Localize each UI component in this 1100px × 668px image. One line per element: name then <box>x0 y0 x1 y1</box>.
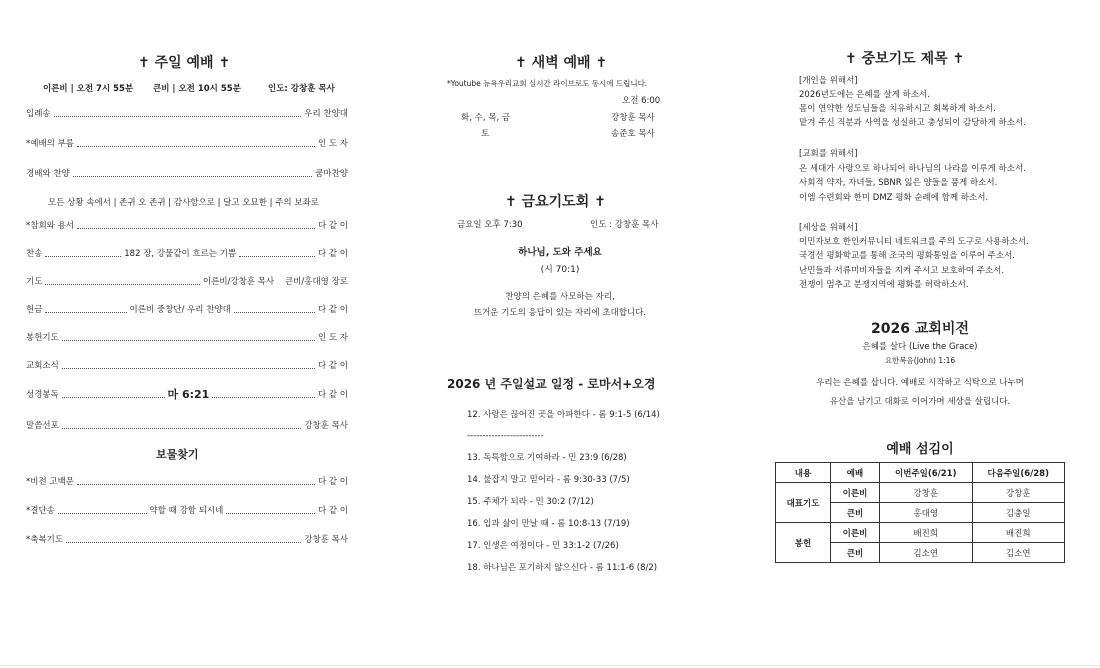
friday-verse-ref: (시 70:1) <box>540 265 580 275</box>
table-group: 대표기도 <box>776 483 831 523</box>
dawn-leader: 강창훈 목사 <box>611 113 655 123</box>
prayer-line: 국경선 평화학교를 통해 조국의 평화통일을 이루어 주소서. <box>799 251 1015 261</box>
table-header-row <box>776 463 1065 483</box>
prayer-section-head: [교회를 위해서] <box>799 149 858 159</box>
order-value: 다 같 이 <box>317 506 349 516</box>
sermon-item: 18. 하나님은 포기하지 않으신다 - 롬 11:1-6 (8/2) <box>467 563 658 573</box>
order-detail: 약할 때 강함 되시네 <box>149 506 224 516</box>
order-value: 다 같 이 <box>317 361 348 371</box>
table-row <box>776 483 1065 503</box>
prayer-line: 사회적 약자, 자녀들, SBNR 잃은 양들을 품게 하소서. <box>799 178 998 188</box>
order-item <box>26 532 348 546</box>
table-cell: 배진희 <box>972 523 1065 543</box>
order-label: 봉헌기도 <box>26 333 59 343</box>
sermon-item: 14. 불잡지 말고 믿어라 - 롬 9:30-33 (7/5) <box>467 475 630 485</box>
dawn-time: 오전 6:00 <box>622 96 661 106</box>
service-team-table <box>775 462 1065 563</box>
order-value: 강창훈 목사 <box>304 535 348 545</box>
prayer-line: 2026년도에는 은혜를 살게 하소서. <box>799 90 930 100</box>
order-value: 우리 찬양대 <box>304 109 348 119</box>
order-label: *참회와 용서 <box>26 221 75 231</box>
dawn-friday-column <box>435 0 685 668</box>
sermon-item: 16. 입과 삶이 만날 때 - 롬 10:8-13 (7/19) <box>467 519 630 529</box>
order-item <box>26 503 348 517</box>
order-item <box>26 330 348 344</box>
second-service-time: 큰비 | 오전 10시 55분 <box>153 84 241 94</box>
prayer-line: 맡겨 주신 직분과 사역을 성실하고 충성되이 감당하게 하소서. <box>799 118 1026 128</box>
dawn-worship-title: ✝ 새벽 예배 ✝ <box>515 55 608 71</box>
first-service-time: 이른비 | 오전 7시 55분 <box>43 84 134 94</box>
scan-edge-line <box>0 665 1100 666</box>
sermon-item: 15. 주체가 되라 - 민 30:2 (7/12) <box>467 497 594 507</box>
friday-time: 금요일 오후 7:30 <box>457 220 523 230</box>
order-value: 다 같 이 <box>317 305 348 315</box>
prayer-line: 온 세대가 사랑으로 하나되어 하나님의 나라를 이루게 하소서. <box>799 164 1026 174</box>
vision-title: 2026 교회비전 <box>871 321 969 337</box>
friday-invite-line1: 찬양의 은혜를 사모하는 자리, <box>505 292 615 302</box>
sunday-worship-column <box>18 0 348 668</box>
table-cell: 김소연 <box>972 543 1065 563</box>
order-value: 인 도 자 <box>317 333 348 343</box>
vision-text-line1: 우리는 은혜를 삽니다. 예배로 시작하고 식탁으로 나누며 <box>816 378 1024 388</box>
order-value: 이른비/강창훈 목사 큰비/홍대영 장로 <box>202 277 348 287</box>
table-cell: 큰비 <box>831 503 880 523</box>
treasure-title: 보물찾기 <box>156 448 199 461</box>
prayer-line: 이민자보호 한인커뮤니티 네트워크를 주의 도구로 사용하소서. <box>799 237 1029 247</box>
order-detail: 마 6:21 <box>167 388 210 401</box>
table-cell: 강창훈 <box>880 483 973 503</box>
order-item <box>26 302 348 316</box>
table-cell: 홍대영 <box>880 503 973 523</box>
order-item <box>26 387 348 401</box>
vision-text-line2: 유산을 남기고 대화로 이어가며 세상을 살립니다. <box>829 397 1011 407</box>
table-row <box>776 523 1065 543</box>
order-label: 기도 <box>26 277 43 287</box>
order-label: *예배의 부름 <box>26 139 75 149</box>
order-item <box>26 106 348 120</box>
friday-prayer-title: ✝ 금요기도회 ✝ <box>505 194 606 210</box>
prayer-section-head: [세상을 위해서] <box>799 223 858 233</box>
table-cell: 큰비 <box>831 543 880 563</box>
order-value: 쿰마찬양 <box>315 169 348 179</box>
order-item <box>26 418 348 432</box>
order-label: *결단송 <box>26 506 55 516</box>
order-value: 다 같 이 <box>317 390 349 400</box>
order-value: 다 같 이 <box>317 221 348 231</box>
prayer-line: 난민들과 서류미비자들을 지켜 주시고 보호하여 주소서. <box>799 266 1005 276</box>
order-item <box>26 474 348 488</box>
service-leader: 인도: 강창훈 목사 <box>268 84 335 94</box>
order-label: 경배와 찬양 <box>26 169 70 179</box>
order-label: 말씀선포 <box>26 421 59 431</box>
sermon-item: 12. 사랑은 끊어진 곳을 아파한다 - 롬 9:1-5 (6/14) <box>467 410 660 420</box>
table-header: 예배 <box>831 463 880 483</box>
order-label: 성경봉독 <box>26 390 59 400</box>
vision-reference: 요한복음(John) 1:16 <box>884 356 956 365</box>
table-group: 봉헌 <box>776 523 831 563</box>
table-cell: 이른비 <box>831 483 880 503</box>
order-detail: 182 장, 강물같이 흐르는 기쁨 <box>124 249 237 259</box>
friday-leader: 인도 : 강창훈 목사 <box>590 220 659 230</box>
table-cell: 배진희 <box>880 523 973 543</box>
dawn-youtube-note: *Youtube 뉴욕우리교회 실시간 라이브로도 동시에 드립니다. <box>447 79 648 88</box>
order-value: 인 도 자 <box>317 139 348 149</box>
prayer-line: 몸이 연약한 성도님들을 치유하시고 회복하게 하소서. <box>799 104 996 114</box>
prayer-line: 이엠 수련회와 한미 DMZ 평화 순례에 함께 하소서. <box>799 193 989 203</box>
intercession-title: ✝ 중보기도 제목 ✝ <box>845 51 965 67</box>
order-item <box>26 274 348 288</box>
praise-song-list: 모든 상황 속에서 | 존귀 오 존귀 | 감사함으로 | 달고 오묘한 | 주의 보좌로 <box>48 198 319 208</box>
table-cell: 이른비 <box>831 523 880 543</box>
order-value: 강창훈 목사 <box>304 421 348 431</box>
table-cell: 김충일 <box>972 503 1065 523</box>
table-cell: 김소연 <box>880 543 973 563</box>
order-label: 헌금 <box>26 305 43 315</box>
dawn-leader: 송준호 목사 <box>611 129 655 139</box>
order-item <box>26 166 348 180</box>
table-header: 다음주일(6/28) <box>972 463 1065 483</box>
dawn-days: 화, 수, 목, 금 <box>461 113 511 123</box>
sermon-item: 13. 독특함으로 기여하라 - 민 23:9 (6/28) <box>467 453 627 463</box>
sunday-worship-title: ✝ 주일 예배 ✝ <box>138 55 231 71</box>
prayer-line: 전쟁이 멈추고 분쟁지역에 평화를 허락하소서. <box>799 280 969 290</box>
dawn-days: 토 <box>481 129 490 139</box>
table-header: 내용 <box>776 463 831 483</box>
friday-invite-line2: 뜨거운 기도의 응답이 있는 자리에 초대합니다. <box>473 308 647 318</box>
table-header: 이번주일(6/21) <box>880 463 973 483</box>
order-item <box>26 358 348 372</box>
vision-subtitle: 은혜를 살다 (Live the Grace) <box>862 342 978 352</box>
order-label: 입례송 <box>26 109 51 119</box>
order-item <box>26 218 348 232</box>
prayer-vision-column <box>775 0 1065 668</box>
order-label: *비전 고백문 <box>26 477 75 487</box>
order-item <box>26 246 348 260</box>
sermon-schedule-title: 2026 년 주일설교 일정 - 로마서+오경 <box>447 377 656 391</box>
order-label: 찬송 <box>26 249 43 259</box>
order-detail: 이른비 중창단/ 우리 찬양대 <box>129 305 231 315</box>
friday-verse: 하나님, 도와 주세요 <box>518 247 602 258</box>
order-item <box>26 136 348 150</box>
order-value: 다 같 이 <box>317 477 348 487</box>
order-label: 교회소식 <box>26 361 59 371</box>
prayer-section-head: [개인을 위해서] <box>799 76 858 86</box>
sermon-item: 17. 인생은 여정이다 - 민 33:1-2 (7/26) <box>467 541 619 551</box>
service-team-title: 예배 섬김이 <box>886 442 954 457</box>
order-value: 다 같 이 <box>317 249 348 259</box>
sermon-divider: ------------------------- <box>467 431 544 441</box>
table-cell: 강창훈 <box>972 483 1065 503</box>
order-label: *축복기도 <box>26 535 64 545</box>
